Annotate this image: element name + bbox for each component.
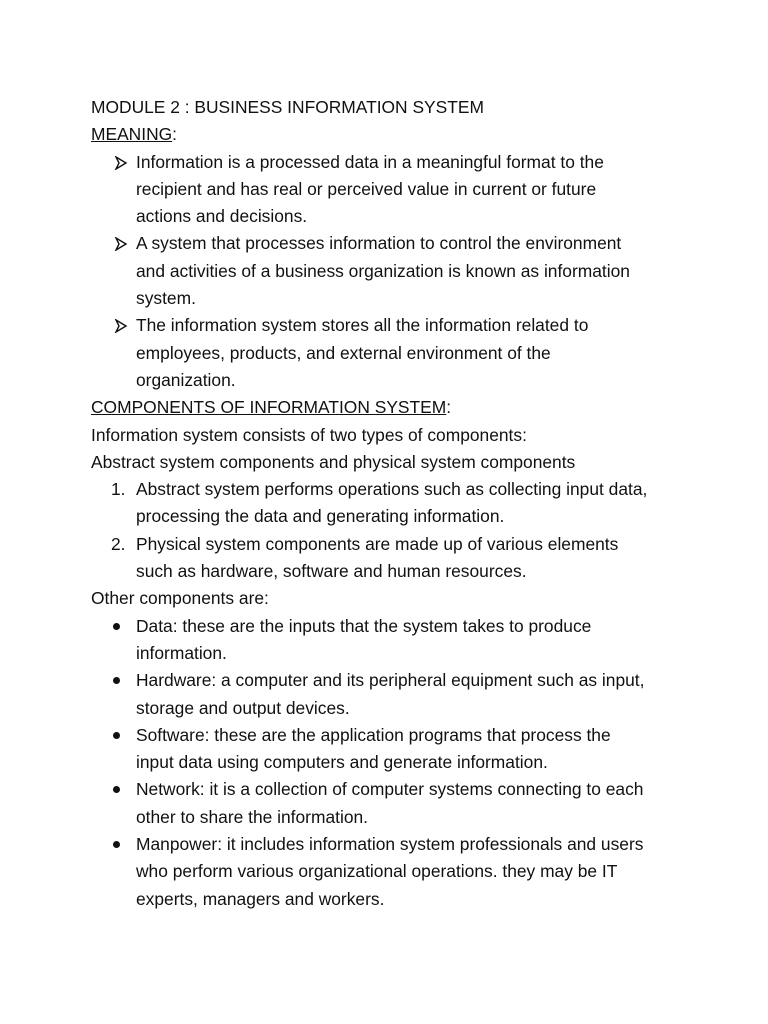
meaning-heading-colon: : [172, 124, 178, 145]
list-item-line: organization. [136, 369, 236, 390]
page-title: MODULE 2 : BUSINESS INFORMATION SYSTEM [91, 97, 484, 117]
list-item-line: processing the data and generating information. [136, 506, 505, 527]
list-item-line: Data: these are the inputs that the system takes to produce [136, 615, 592, 636]
list-item [91, 476, 708, 531]
list-item [91, 831, 708, 913]
list-item-line: Network: it is a collection of computer systems connecting to each [136, 779, 644, 800]
meaning-heading-text: MEANING [91, 124, 173, 145]
list-item-line: Software: these are the application programs that process the [136, 724, 611, 745]
list-item-line: system. [136, 288, 196, 309]
list-item [91, 531, 708, 586]
arrow-bullet-icon [114, 237, 128, 251]
list-item [91, 312, 708, 394]
component-types-list [91, 476, 708, 585]
list-number: 2. [111, 533, 126, 554]
list-item-line: experts, managers and workers. [136, 888, 385, 909]
other-components-list [91, 613, 708, 913]
list-item-line: Manpower: it includes information system professionals and users [136, 834, 644, 855]
list-item-line: such as hardware, software and human resources. [136, 561, 527, 582]
components-heading [91, 394, 708, 421]
list-item [91, 230, 708, 312]
components-heading-colon: : [446, 397, 452, 418]
arrow-bullet-icon [114, 156, 128, 170]
bullet-dot-icon [113, 677, 120, 684]
components-types: Abstract system components and physical system components [91, 451, 576, 472]
list-item-line: A system that processes information to control the environment [136, 233, 622, 254]
list-item-line: who perform various organizational operations. they may be IT [136, 861, 618, 882]
meaning-list [91, 149, 708, 395]
bullet-dot-icon [113, 786, 120, 793]
list-item-line: other to share the information. [136, 806, 369, 827]
list-item [91, 613, 708, 668]
meaning-heading [91, 121, 708, 148]
list-item-line: input data using computers and generate information. [136, 752, 548, 773]
arrow-bullet-icon [114, 319, 128, 333]
list-item [91, 776, 708, 831]
list-item-line: recipient and has real or perceived value in current or future [136, 178, 597, 199]
list-item-line: Physical system components are made up of various elements [136, 533, 619, 554]
list-item [91, 667, 708, 722]
list-number: 1. [111, 479, 126, 500]
list-item-line: Hardware: a computer and its peripheral equipment such as input, [136, 670, 645, 691]
list-item [91, 722, 708, 777]
other-components-intro: Other components are: [91, 588, 269, 609]
list-item-line: employees, products, and external environment of the [136, 342, 551, 363]
bullet-dot-icon [113, 841, 120, 848]
components-intro: Information system consists of two types of components: [91, 424, 527, 445]
list-item-line: and activities of a business organization is known as information [136, 260, 630, 281]
list-item [91, 149, 708, 231]
bullet-dot-icon [113, 623, 120, 630]
list-item-line: actions and decisions. [136, 206, 308, 227]
components-heading-text: COMPONENTS OF INFORMATION SYSTEM [91, 397, 447, 418]
list-item-line: information. [136, 642, 227, 663]
list-item-line: Information is a processed data in a meaningful format to the [136, 151, 604, 172]
list-item-line: storage and output devices. [136, 697, 350, 718]
list-item-line: The information system stores all the information related to [136, 315, 589, 336]
bullet-dot-icon [113, 732, 120, 739]
list-item-line: Abstract system performs operations such as collecting input data, [136, 479, 648, 500]
